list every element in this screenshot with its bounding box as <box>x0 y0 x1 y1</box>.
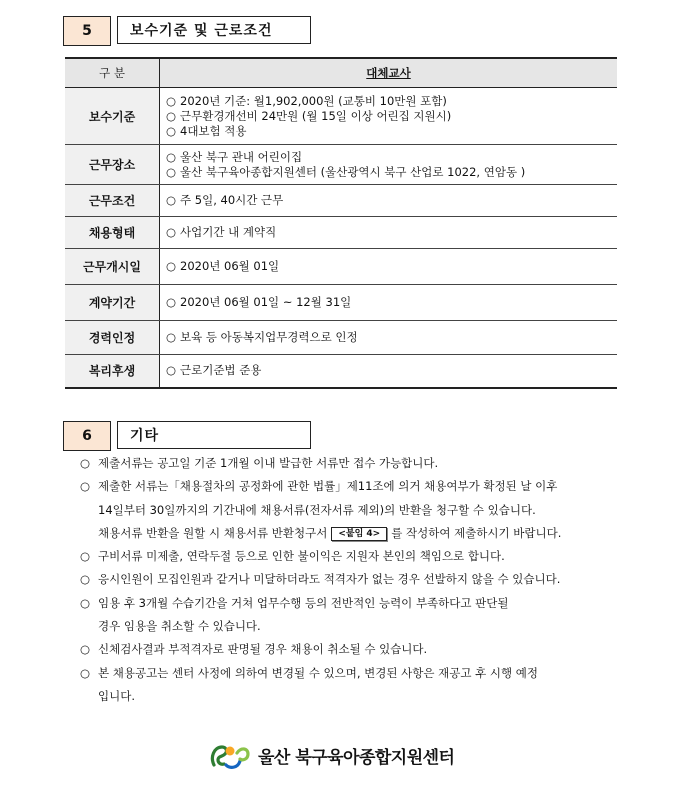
table-row <box>65 321 617 355</box>
value-line: ○ 주 5일, 40시간 근무 <box>166 193 284 207</box>
value-line: ○ 4대보험 적용 <box>166 123 247 138</box>
row-value <box>160 285 618 321</box>
section-title: 보수기준 및 근로조건 <box>117 16 311 44</box>
value-line: ○ 2020년 06월 01일 ~ 12월 31일 <box>166 295 352 309</box>
list-item: ○ 본 채용공고는 센터 사정에 의하여 변경될 수 있으며, 변경된 사항은 재공고 후 시행 예정 <box>80 665 538 680</box>
value-line: ○ 근무환경개선비 24만원 (월 15일 이상 어린집 지원시) <box>166 108 452 123</box>
table-row <box>65 88 617 145</box>
row-value <box>160 145 618 185</box>
section-title: 기타 <box>117 421 311 449</box>
table-row <box>65 185 617 217</box>
list-item: ○ 임용 후 3개월 수습기간을 거쳐 업무수행 등의 전반적인 능력이 부족하다고 판단될 <box>80 595 509 610</box>
row-value <box>160 321 618 355</box>
value-line: ○ 울산 북구육아종합지원센터 (울산광역시 북구 산업로 1022, 연암동 ) <box>166 164 526 179</box>
attachment-badge: <붙임 4> <box>331 527 387 541</box>
table-row <box>65 145 617 185</box>
table-row <box>65 217 617 249</box>
row-label: 채용형태 <box>65 217 160 249</box>
row-label: 근무장소 <box>65 145 160 185</box>
value-line: ○ 2020년 기준: 월1,902,000원 (교통비 10만원 포함) <box>166 93 447 108</box>
row-label: 계약기간 <box>65 285 160 321</box>
value-line: ○ 사업기간 내 계약직 <box>166 225 277 239</box>
section-6-header <box>63 421 311 449</box>
list-item: ○ 신체검사결과 부적격자로 판명될 경우 채용이 취소될 수 있습니다. <box>80 642 428 657</box>
center-name: 울산 북구육아종합지원센터 <box>258 747 455 768</box>
conditions-table <box>65 57 617 389</box>
section-5-header <box>63 16 311 44</box>
table-row <box>65 355 617 388</box>
row-label: 경력인정 <box>65 321 160 355</box>
list-item-continued: 14일부터 30일까지의 기간내에 채용서류(전자서류 제외)의 반환을 청구할 수 있습니다. <box>98 502 536 517</box>
value-line: ○ 2020년 06월 01일 <box>166 259 280 273</box>
list-item-continued: 입니다. <box>98 688 135 703</box>
table-row <box>65 285 617 321</box>
row-label: 근무개시일 <box>65 249 160 285</box>
table-row <box>65 249 617 285</box>
header-label-col: 구 분 <box>65 58 160 88</box>
value-line: ○ 울산 북구 관내 어린이집 <box>166 149 303 164</box>
table-header-row <box>65 58 617 88</box>
list-item: ○ 제출서류는 공고일 기준 1개월 이내 발급한 서류만 접수 가능합니다. <box>80 456 439 470</box>
value-line: ○ 근로기준법 준용 <box>166 363 262 378</box>
list-item: ○ 응시인원이 모집인원과 같거나 미달하더라도 적격자가 없는 경우 선발하지 않을 수 있습니다. <box>80 572 561 587</box>
center-logo <box>208 739 454 771</box>
notes-list <box>80 452 620 708</box>
value-line: ○ 보육 등 아동복지업무경력으로 인정 <box>166 330 358 344</box>
row-value <box>160 355 618 388</box>
list-item: ○ 구비서류 미제출, 연락두절 등으로 인한 불이익은 지원자 본인의 책임으로 합니다. <box>80 549 505 564</box>
header-value-col: 대체교사 <box>160 58 618 88</box>
row-value <box>160 88 618 145</box>
section-number: 5 <box>63 16 111 46</box>
row-label: 근무조건 <box>65 185 160 217</box>
list-item-continued: 채용서류 반환을 원할 시 채용서류 반환청구서 <붙임 4> 를 작성하여 제출하시기 바랍니다. <box>98 525 562 540</box>
row-value <box>160 185 618 217</box>
row-value <box>160 249 618 285</box>
row-value <box>160 217 618 249</box>
center-logo-icon <box>208 739 252 771</box>
row-label: 보수기준 <box>65 88 160 145</box>
list-item: ○ 제출한 서류는「채용절차의 공정화에 관한 법률」제11조에 의거 채용여부가 확정된 날 이후 <box>80 479 558 494</box>
row-label: 복리후생 <box>65 355 160 388</box>
list-item-continued: 경우 임용을 취소할 수 있습니다. <box>98 619 261 634</box>
section-number: 6 <box>63 421 111 451</box>
